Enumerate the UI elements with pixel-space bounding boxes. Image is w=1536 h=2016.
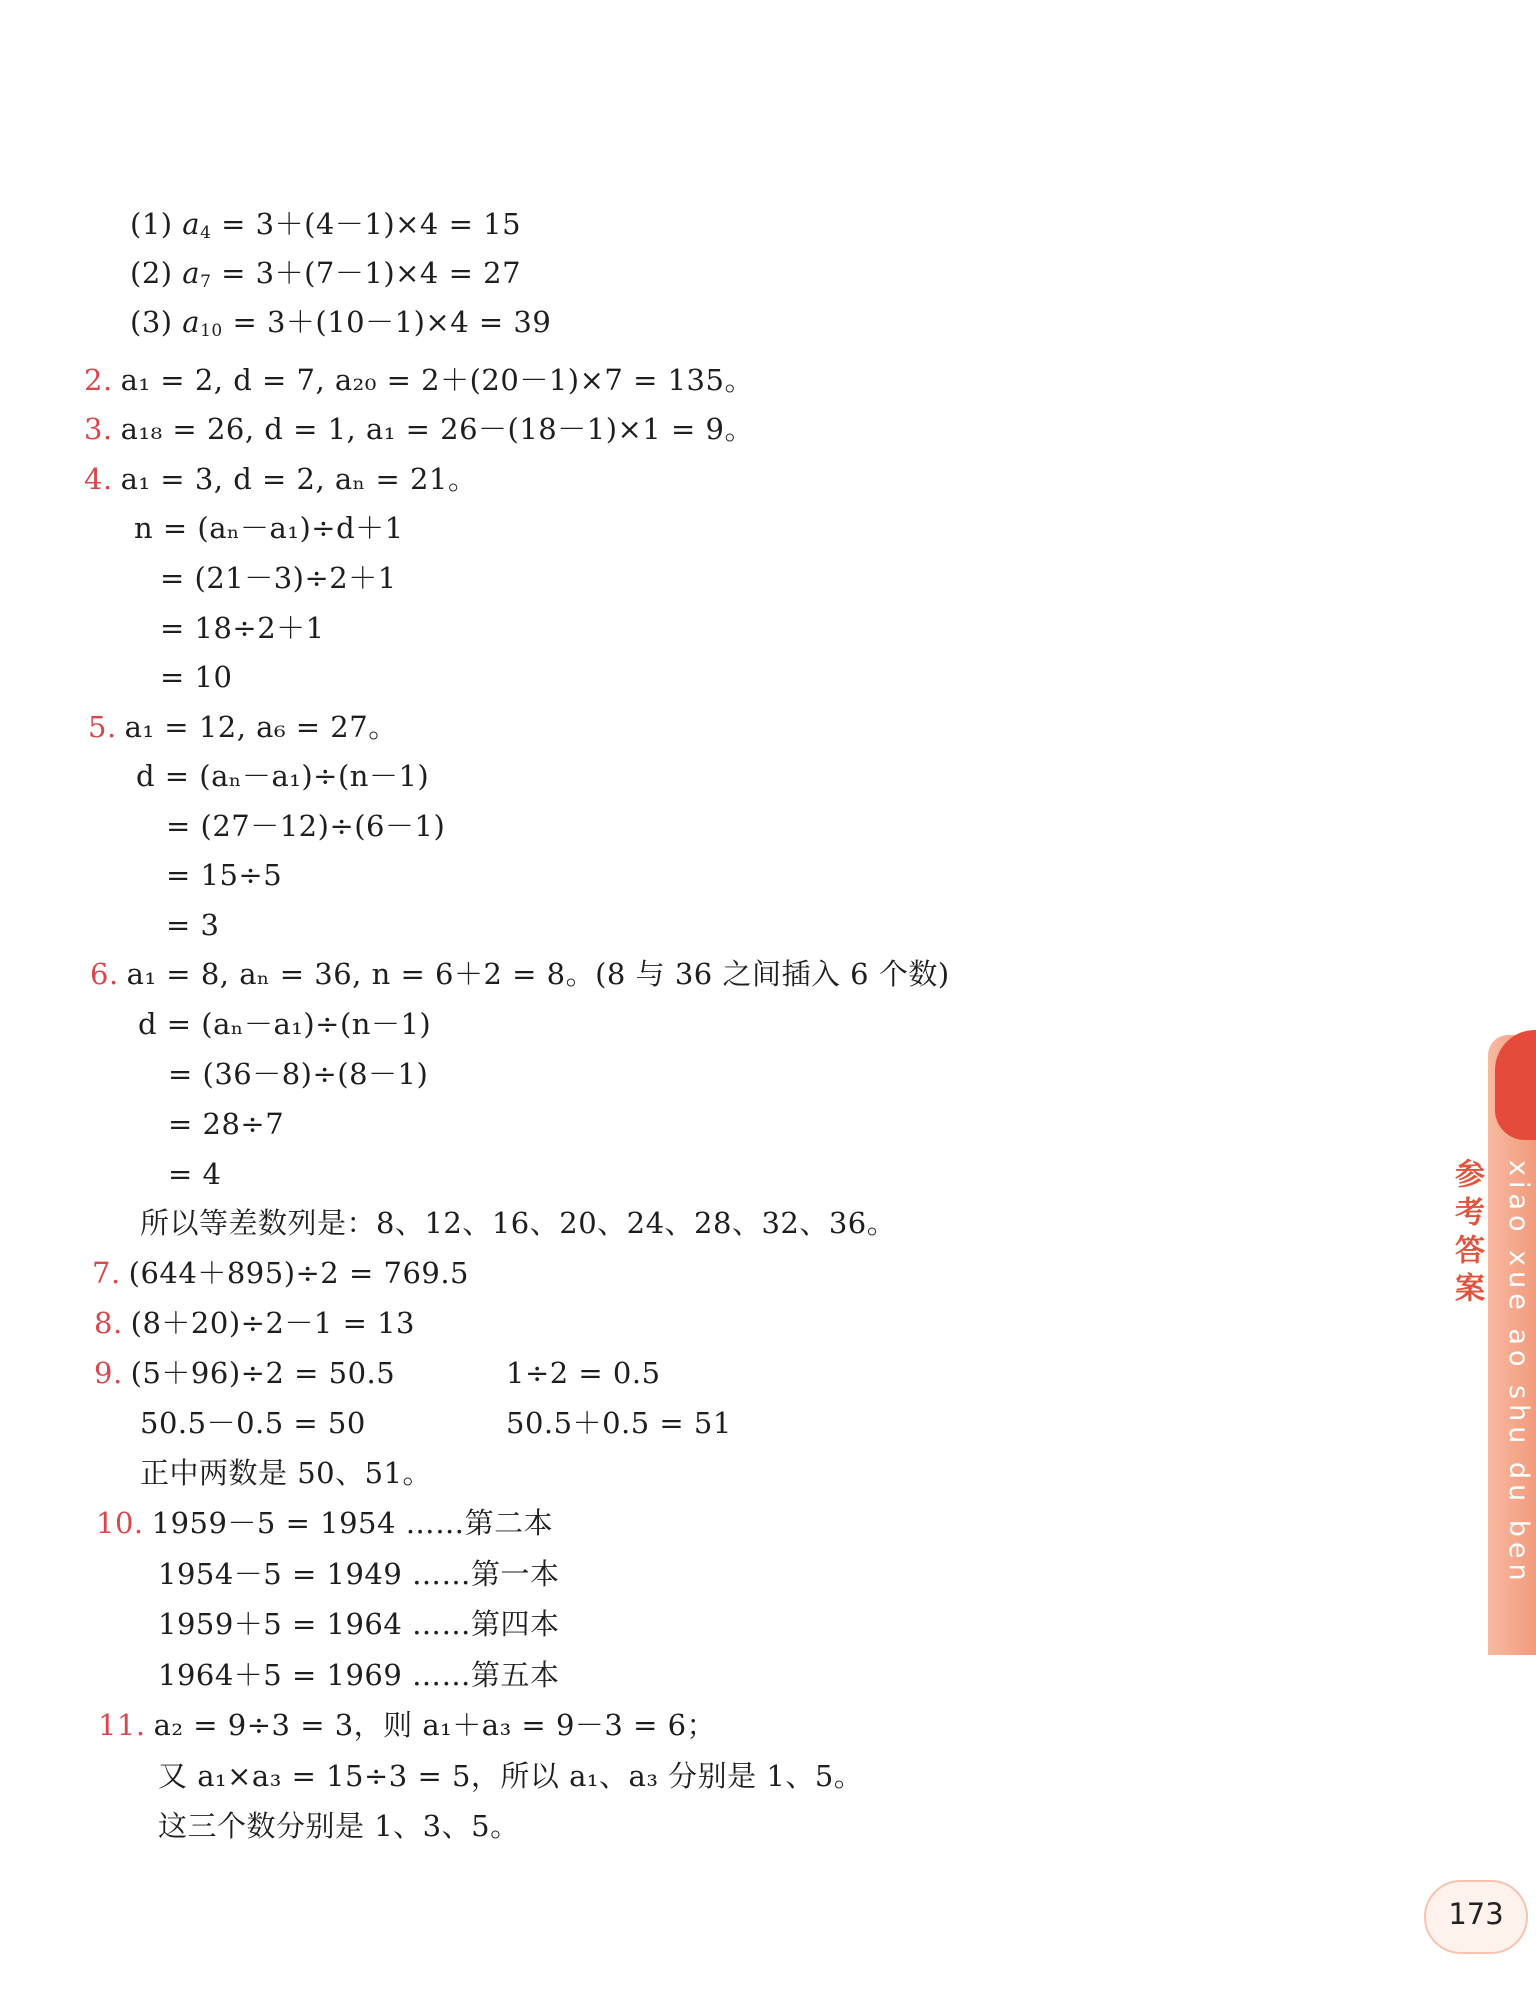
item-number: 3. bbox=[84, 412, 113, 446]
line-1-1: (1) $a_4 = 3+(4-1)\times 4 = 15$ bbox=[130, 207, 522, 243]
line-1-2: (2) $a_7 = 3+(7-1)\times 4 = 27$ bbox=[130, 256, 522, 292]
item-6: 6. a₁ = 8, aₙ = 36, n = 6＋2 = 8。(8 与 36 之间插入 6 个数) bbox=[90, 957, 950, 991]
line-5-1: d = (aₙ－a₁)÷(n－1) bbox=[136, 759, 430, 793]
line-10-2: 1954－5 = 1949 ……第一本 bbox=[158, 1557, 560, 1591]
item-11: 11. a₂ = 9÷3 = 3，则 a₁＋a₃ = 9－3 = 6； bbox=[98, 1708, 717, 1742]
item-number: 7. bbox=[92, 1256, 121, 1290]
line-6-4: = 4 bbox=[168, 1157, 222, 1191]
section-label: 参考答案 bbox=[1449, 1158, 1484, 1310]
line-10-4: 1964＋5 = 1969 ……第五本 bbox=[158, 1658, 560, 1692]
line-4-4: = 10 bbox=[160, 660, 233, 694]
line-6-3: = 28÷7 bbox=[168, 1107, 285, 1141]
line-4-3: = 18÷2＋1 bbox=[160, 611, 325, 645]
line-5-3: = 15÷5 bbox=[166, 858, 283, 892]
line-4-1: n = (aₙ－a₁)÷d＋1 bbox=[134, 511, 404, 545]
item-10: 10. 1959－5 = 1954 ……第二本 bbox=[96, 1506, 554, 1540]
line-9-2b: 50.5＋0.5 = 51 bbox=[506, 1406, 732, 1440]
line-4-2: = (21－3)÷2＋1 bbox=[160, 561, 397, 595]
item-number: 5. bbox=[88, 710, 117, 744]
item-number: 8. bbox=[94, 1306, 123, 1340]
line-9-1b: 1÷2 = 0.5 bbox=[506, 1356, 661, 1390]
item-8: 8. (8＋20)÷2－1 = 13 bbox=[94, 1306, 415, 1340]
item-number: 10. bbox=[96, 1506, 144, 1540]
line-6-5: 所以等差数列是：8、12、16、20、24、28、32、36。 bbox=[140, 1206, 897, 1240]
item-9: 9. (5＋96)÷2 = 50.5 bbox=[94, 1356, 396, 1390]
side-tab-pinyin: xiao xue ao shu du ben bbox=[1503, 1160, 1534, 1586]
line-6-2: = (36－8)÷(8－1) bbox=[168, 1057, 429, 1091]
line-6-1: d = (aₙ－a₁)÷(n－1) bbox=[138, 1007, 432, 1041]
line-10-3: 1959＋5 = 1964 ……第四本 bbox=[158, 1607, 560, 1641]
side-tab-cap bbox=[1495, 1030, 1536, 1140]
item-number: 11. bbox=[98, 1708, 146, 1742]
item-number: 6. bbox=[90, 957, 119, 991]
item-number: 9. bbox=[94, 1356, 123, 1390]
item-2: 2. a₁ = 2, d = 7, a₂₀ = 2＋(20－1)×7 = 135。 bbox=[84, 363, 754, 397]
line-11-3: 这三个数分别是 1、3、5。 bbox=[158, 1809, 520, 1843]
item-5: 5. a₁ = 12, a₆ = 27。 bbox=[88, 710, 398, 744]
page-number: 173 bbox=[1448, 1897, 1504, 1931]
line-5-4: = 3 bbox=[166, 908, 220, 942]
line-5-2: = (27－12)÷(6－1) bbox=[166, 809, 446, 843]
item-7: 7. (644＋895)÷2 = 769.5 bbox=[92, 1256, 470, 1290]
item-number: 4. bbox=[84, 462, 113, 496]
line-11-2: 又 a₁×a₃ = 15÷3 = 5，所以 a₁、a₃ 分别是 1、5。 bbox=[158, 1759, 864, 1793]
line-9-3: 正中两数是 50、51。 bbox=[140, 1456, 433, 1490]
item-number: 2. bbox=[84, 363, 113, 397]
item-4: 4. a₁ = 3, d = 2, aₙ = 21。 bbox=[84, 462, 478, 496]
line-9-2a: 50.5－0.5 = 50 bbox=[140, 1406, 366, 1440]
item-3: 3. a₁₈ = 26, d = 1, a₁ = 26－(18－1)×1 = 9。 bbox=[84, 412, 754, 446]
line-1-3: (3) $a_{10} = 3+(10-1)\times 4 = 39$ bbox=[130, 305, 552, 341]
